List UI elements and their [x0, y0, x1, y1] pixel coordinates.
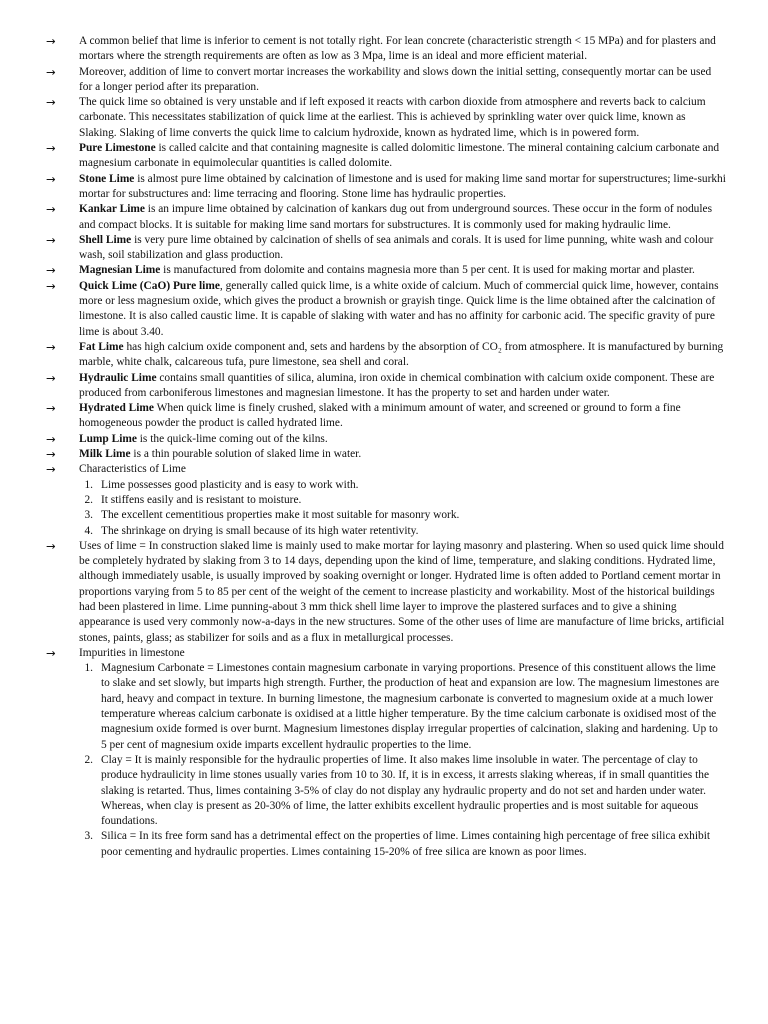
- bullet-item: [46, 462, 726, 538]
- item-text: [79, 647, 185, 659]
- arrow-bullet-icon: →: [46, 263, 56, 278]
- arrow-bullet-icon: →: [46, 232, 56, 247]
- arrow-bullet-icon: →: [46, 34, 56, 48]
- arrow-bullet-icon: →: [46, 339, 56, 354]
- arrow-bullet-icon: →: [46, 538, 56, 553]
- item-description: , generally called quick lime, is a white oxide of calcium. Much of commercial quick lime, however, contains more or less magnesium oxide, which gives the product a brownish or grayish tinge. Quick lime is the lime obtained after the calcination of limestone. It is also called caustic lime. It is capable of slaking with water and has no affinity for carbonic acid. The specific gravity of pure lime is about 3.40.: [79, 279, 719, 338]
- item-text: [79, 540, 724, 644]
- bullet-item: [46, 432, 726, 447]
- item-term: Quick Lime (CaO) Pure lime: [79, 279, 220, 292]
- bullet-item: [46, 401, 726, 432]
- item-description: is an impure lime obtained by calcination of kankars dug out from underground sources. These occur in the form of nodules and compact blocks. It is suitable for making lime sand mortars for substructures. It is commonly used for making hydraulic lime.: [79, 203, 713, 231]
- bullet-item: [46, 371, 726, 402]
- item-term: Pure Limestone: [79, 142, 156, 155]
- arrow-bullet-icon: →: [46, 447, 56, 462]
- item-text: [79, 264, 695, 276]
- bullet-item: [46, 202, 726, 233]
- item-text: [79, 66, 711, 93]
- sublist-number: 1.: [84, 662, 93, 675]
- item-term: Shell Lime: [79, 233, 132, 246]
- sublist-number: 3.: [84, 830, 93, 843]
- item-description: The quick lime so obtained is very unstable and if left exposed it reacts with carbon dioxide from atmosphere and reverts back to calcium carbonate. This necessitates stabilization of quick lime at the earliest. This is achieved by sprinkling water over quick lime, known as Slaking. Slaking of lime converts the quick lime to calcium hydroxide, known as hydrated lime, which is in powered form.: [79, 96, 706, 139]
- bullet-item: [46, 646, 726, 860]
- sublist-number: 4.: [84, 524, 93, 537]
- item-description: Characteristics of Lime: [79, 463, 186, 476]
- item-description: When quick lime is finely crushed, slaked with a minimum amount of water, and screened or ground to form a fine homogeneous powder the product is called hydrated lime.: [79, 402, 681, 430]
- arrow-bullet-icon: →: [46, 171, 56, 186]
- bullet-item: [46, 233, 726, 264]
- sublist-number: 1.: [84, 478, 93, 491]
- sublist-number: 2.: [84, 753, 93, 766]
- bullet-item: [46, 34, 726, 65]
- arrow-bullet-icon: →: [46, 278, 56, 293]
- numbered-sublist: [79, 478, 726, 539]
- bullet-item: [46, 447, 726, 462]
- sublist-text: The excellent cementitious properties make it most suitable for masonry work.: [101, 509, 460, 522]
- item-text: [79, 280, 719, 338]
- item-text: [79, 341, 723, 368]
- item-text: [79, 448, 361, 460]
- item-description: Moreover, addition of lime to convert mortar increases the workability and slows down the initial setting, consequently mortar can be used for a longer period after its preparation.: [79, 65, 712, 93]
- arrow-bullet-icon: →: [46, 462, 56, 477]
- item-description: is almost pure lime obtained by calcination of limestone and is used for making lime sand mortar for superstructures; lime-surkhi mortar for substructures and: lime terracing and flooring. Stone lime has hydraulic properties.: [79, 172, 726, 200]
- bullet-item: [46, 65, 726, 96]
- item-term: Lump Lime: [79, 432, 137, 445]
- item-description: is very pure lime obtained by calcination of shells of sea animals and corals. It is used for lime punning, white wash and colour wash, soil stabilization and glass production.: [79, 233, 714, 262]
- sublist-item: [79, 829, 726, 860]
- numbered-sublist: [79, 661, 726, 860]
- sublist-number: 3.: [84, 509, 93, 522]
- sublist-text: Clay = It is mainly responsible for the hydraulic properties of lime. It also makes lime insoluble in water. The percentage of clay to produce hydraulicity in lime stones usually varies from 10 to 30. If, it is in excess, it arrests slaking whereas, if in small quantities the slaking is retarted. Thus, limes containing 3-5% of clay do not display any hydraulic property and do not set and harden under water. Whereas, when clay is present as 20-30% of lime, the latter exhibits excellent hydraulic properties and is most suitable for aqueous foundations.: [101, 753, 710, 828]
- arrow-bullet-icon: →: [46, 141, 56, 156]
- item-term: Hydrated Lime: [79, 402, 154, 415]
- item-text: [79, 234, 713, 261]
- item-text: [79, 433, 328, 445]
- sublist-item: [79, 478, 726, 493]
- item-description: has high calcium oxide component and, sets and hardens by the absorption of CO₂ from atmosphere. It is manufactured by burning marble, white chalk, calcareous tufa, pure limestone, sea shell and coral.: [79, 340, 724, 369]
- item-text: [79, 96, 706, 139]
- sublist-item: [79, 508, 726, 523]
- bullet-item: [46, 279, 726, 340]
- sublist-item: [79, 493, 726, 508]
- bullet-item: [46, 172, 726, 203]
- item-text: [79, 35, 716, 62]
- arrow-bullet-icon: →: [46, 202, 56, 217]
- item-term: Hydraulic Lime: [79, 371, 157, 384]
- arrow-bullet-icon: →: [46, 401, 56, 416]
- sublist-text: The shrinkage on drying is small because of its high water retentivity.: [101, 524, 419, 537]
- item-text: [79, 402, 681, 429]
- arrow-bullet-icon: →: [46, 431, 56, 446]
- sublist-number: 2.: [84, 493, 93, 506]
- arrow-bullet-icon: →: [46, 370, 56, 385]
- bullet-item: [46, 340, 726, 371]
- bullet-item: [46, 539, 726, 646]
- document-body: [46, 34, 726, 860]
- item-term: Stone Lime: [79, 172, 135, 185]
- arrow-bullet-icon: →: [46, 645, 56, 660]
- item-term: Milk Lime: [79, 448, 131, 461]
- item-text: [79, 463, 186, 475]
- arrow-bullet-icon: →: [46, 64, 56, 79]
- item-description: contains small quantities of silica, alumina, iron oxide in chemical combination with calcium oxide component. These are produced from carboniferous limestones and magnesian limestone. It has the property to set and harden under water.: [79, 371, 715, 399]
- item-description: Impurities in limestone: [79, 646, 185, 659]
- arrow-bullet-icon: →: [46, 95, 56, 110]
- item-term: Magnesian Lime: [79, 264, 161, 277]
- sublist-text: Silica = In its free form sand has a detrimental effect on the properties of lime. Limes containing high percentage of free silica exhibit poor cementing and hydraulic properties. Limes containing 15-20% of free silica are known as poor limes.: [101, 830, 711, 858]
- bullet-item: [46, 141, 726, 172]
- bullet-item: [46, 263, 726, 278]
- item-text: [79, 173, 726, 200]
- item-description: is a thin pourable solution of slaked lime in water.: [130, 448, 362, 461]
- sublist-item: [79, 661, 726, 753]
- sublist-text: Lime possesses good plasticity and is easy to work with.: [101, 478, 359, 491]
- item-text: [79, 203, 712, 230]
- item-term: Kankar Lime: [79, 203, 145, 216]
- sublist-item: [79, 753, 726, 829]
- item-description: is the quick-lime coming out of the kilns.: [136, 432, 328, 445]
- item-description: Uses of lime = In construction slaked lime is mainly used to make mortar for laying masonry and plastering. When so used quick lime should be completely hydrated by slaking from 3 to 14 days, depending upon the kind of lime, temperature, and slaking conditions. Hydrated lime, although immediately usable, is usually improved by soaking overnight or longer. Hydrated lime is often added to Portland cement mortar in proportions varying from 5 to 85 per cent of the weight of the cement to increase plasticity and workability. Most of the historical buildings had been plastered in lime. Lime punning-about 3 mm thick shell lime layer to improve the plastered surfaces and to give a shining appearance is used very commonly now-a-days in the new structures. Some of the other uses of lime are manufacture of lime bricks, artificial stones, paints, glass; as stabilizer for soils and as a flux in metallurgical processes.: [79, 539, 725, 644]
- item-term: Fat Lime: [79, 340, 124, 353]
- item-text: [79, 372, 714, 399]
- item-description: is called calcite and that containing magnesite is called dolomitic limestone. The mineral containing calcium carbonate and magnesium carbonate in equimolecular quantities is called dolomite.: [79, 142, 720, 170]
- item-description: is manufactured from dolomite and contains magnesia more than 5 per cent. It is used for making mortar and plaster.: [160, 264, 695, 277]
- bullet-item: [46, 95, 726, 141]
- item-description: A common belief that lime is inferior to cement is not totally right. For lean concrete (characteristic strength < 15 MPa) and for plasters and mortars where the strength requirements are often as low as 3 Mpa, lime is an ideal and more efficient material.: [79, 35, 716, 63]
- sublist-text: Magnesium Carbonate = Limestones contain magnesium carbonate in varying proportions. Presence of this constituent allows the lime to slake and set slowly, but imparts high strength. Further, the production of heat and expansion are low. The magnesium limestones are hard, heavy and compact in texture. In burning limestone, the magnesium carbonate is converted to magnesium oxide at a much lower temperature whereas calcium carbonate is oxidised at a little higher temperature. By the time calcium carbonate is oxidised most of the magnesium oxide formed is over burnt. Magnesium limestones display irregular properties of calcination, slaking and hardening. Up to 5 per cent of magnesium oxide imparts excellent hydraulic properties to the lime.: [101, 662, 720, 751]
- item-text: [79, 142, 719, 169]
- sublist-item: [79, 524, 726, 539]
- sublist-text: It stiffens easily and is resistant to moisture.: [101, 493, 302, 506]
